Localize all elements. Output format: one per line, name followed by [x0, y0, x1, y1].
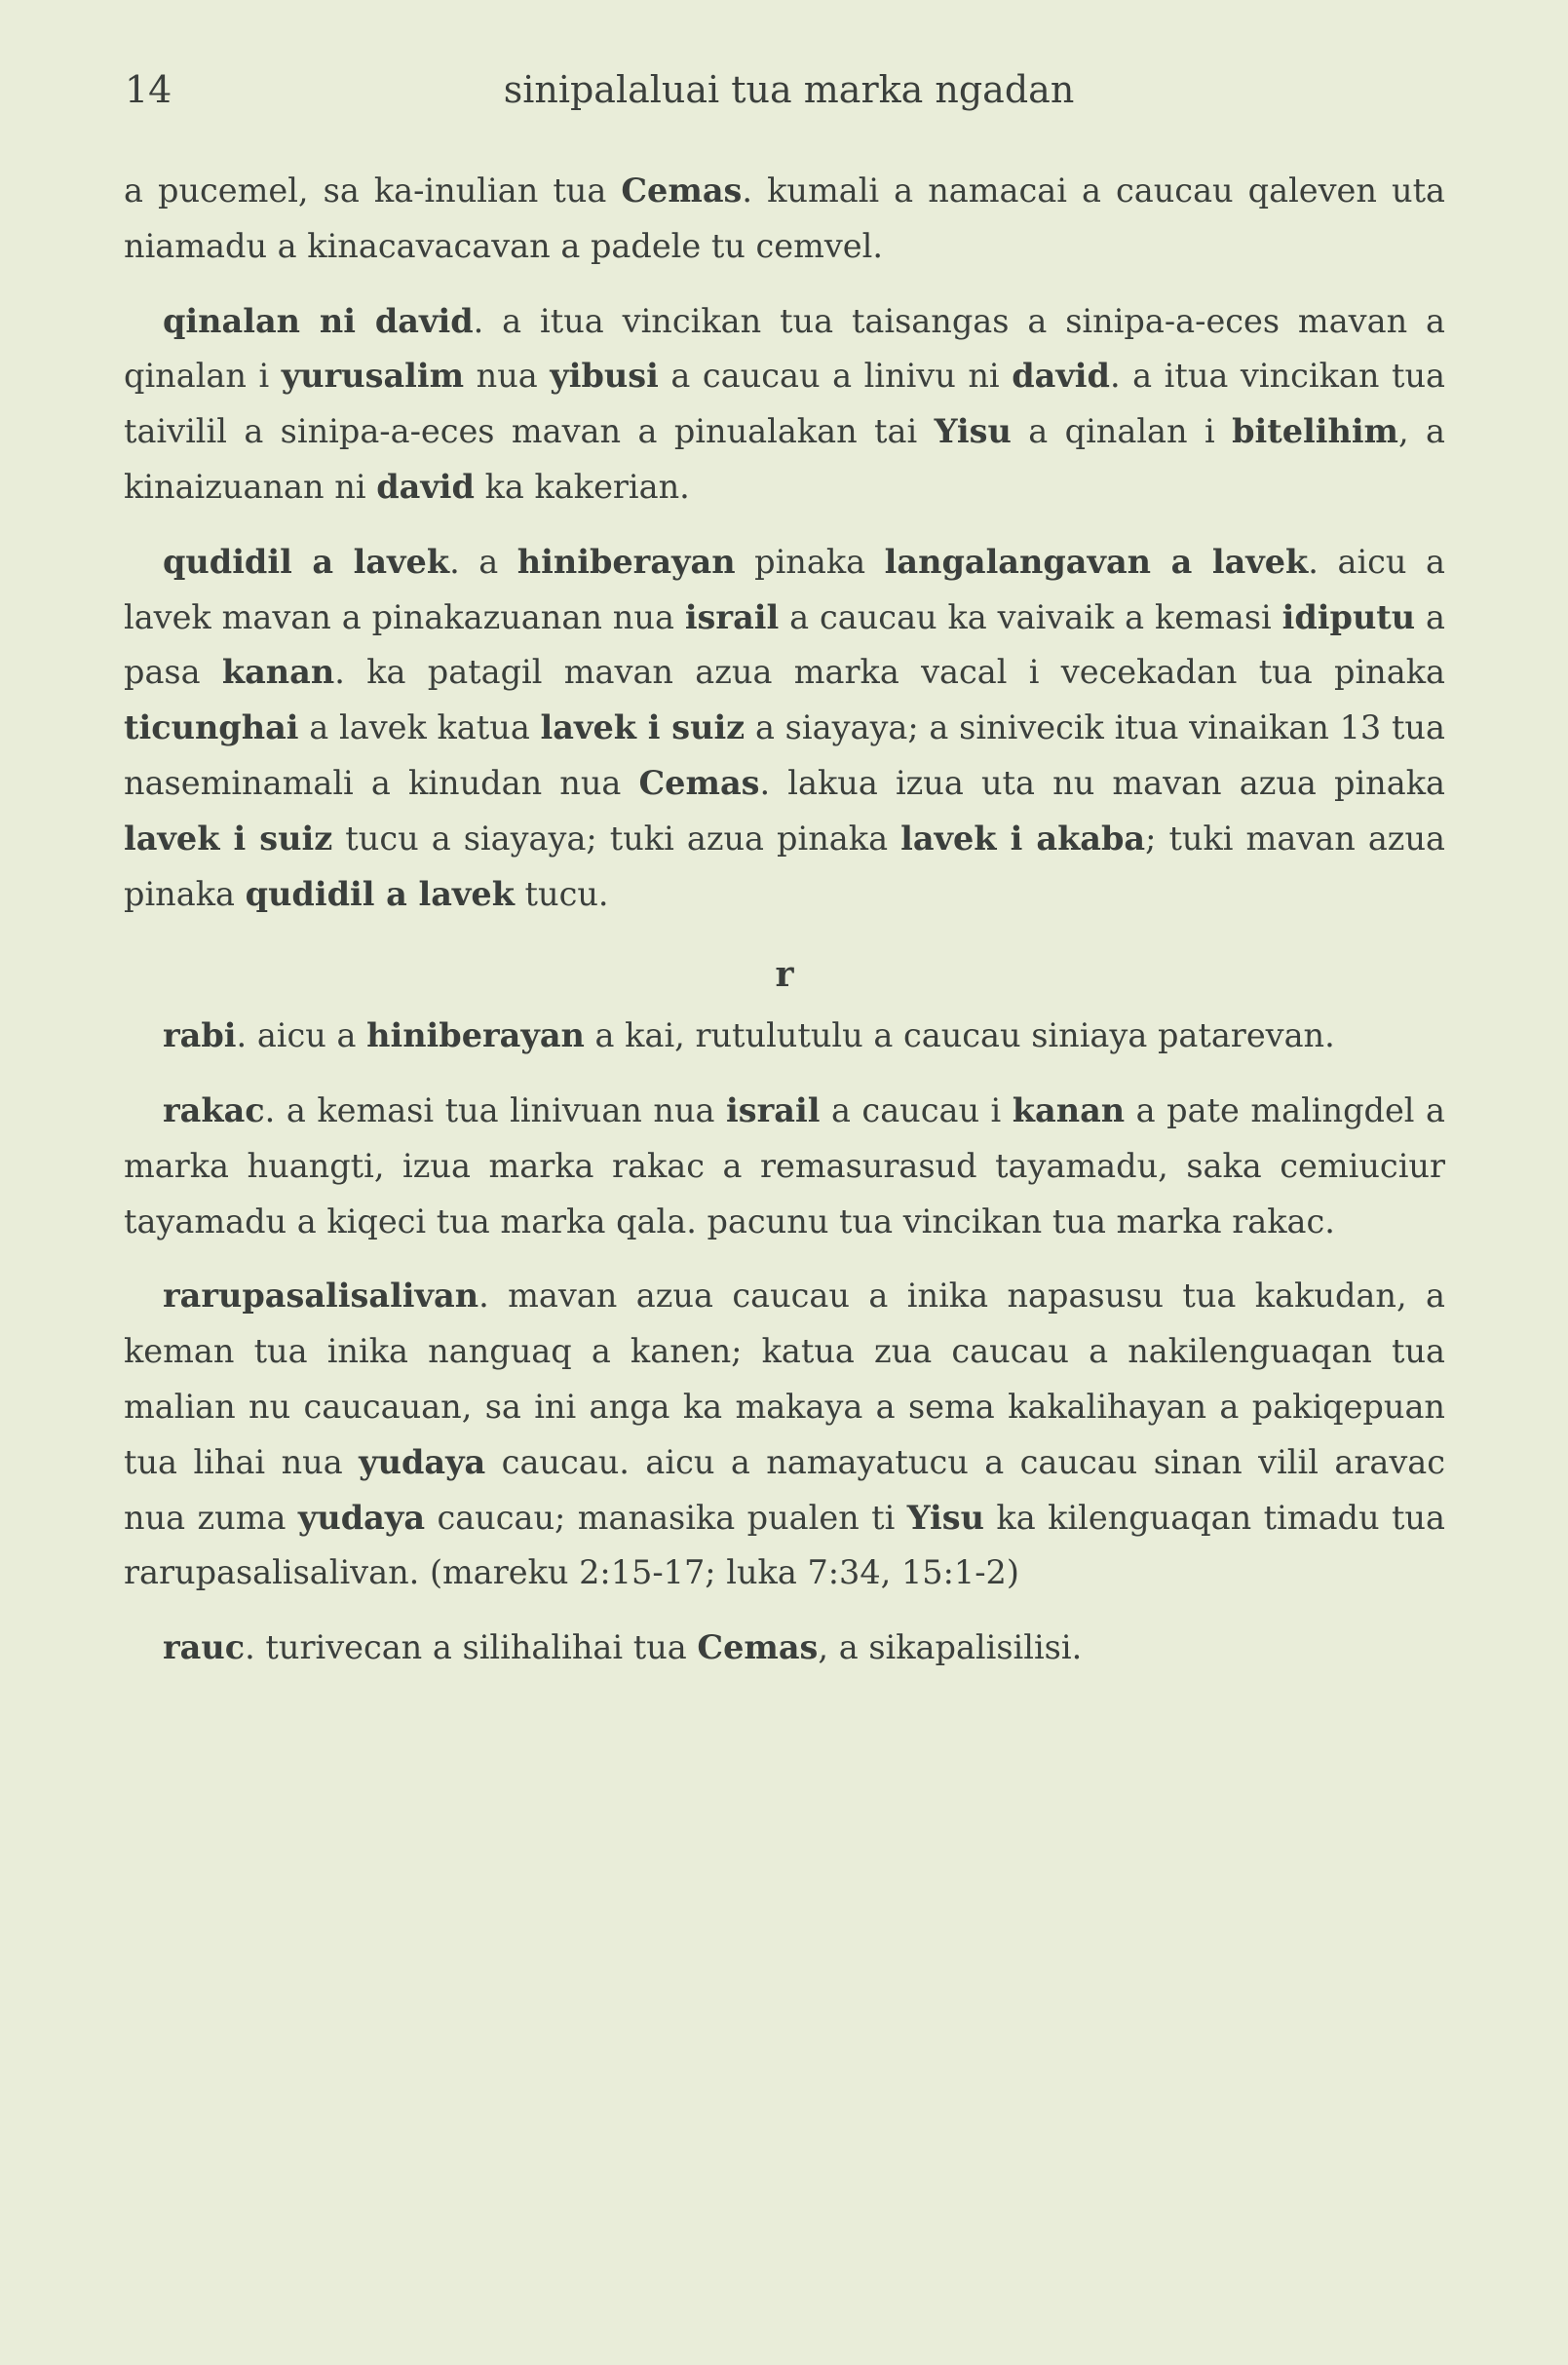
- entry-text: . a: [449, 542, 517, 581]
- entry-text: a siayaya; a sinivecik itua vinaikan 13 tua naseminamali a kinudan nua: [124, 708, 1445, 802]
- bold-term: yudaya: [297, 1498, 426, 1537]
- entry-text: . lakua izua uta nu mavan azua pinaka: [759, 763, 1446, 802]
- bold-term: Cemas: [621, 172, 743, 210]
- bold-term: Yisu: [934, 412, 1012, 451]
- entry-text: . aicu a: [236, 1016, 367, 1055]
- bold-term: yurusalim: [281, 357, 465, 396]
- entry-text: a qinalan i: [1011, 412, 1233, 451]
- entry-text: a caucau i: [820, 1090, 1013, 1129]
- entry-text: a pucemel, sa ka-inulian tua: [124, 172, 622, 210]
- bold-term: kanan: [1012, 1090, 1126, 1129]
- bold-term: lavek i akaba: [900, 819, 1146, 858]
- entry-text: , a kinaizuanan ni: [124, 412, 1446, 506]
- entry-text: a pate malingdel a marka huangti, izua marka rakac a remasurasud tayamadu, saka cemiuciur tayamadu a kiqeci tua marka qala. pacunu tua vincikan tua marka rakac.: [124, 1090, 1446, 1240]
- bold-term: yudaya: [359, 1442, 486, 1481]
- bold-term: rakac: [163, 1090, 265, 1129]
- glossary-entry: [124, 1269, 1445, 1601]
- glossary-entry: [124, 164, 1445, 275]
- section-letter: r: [775, 954, 794, 996]
- entry-text: . turivecan a silihalihai tua: [245, 1628, 698, 1667]
- bold-term: bitelihim: [1232, 412, 1398, 451]
- bold-term: idiputu: [1281, 597, 1416, 636]
- bold-term: israil: [726, 1090, 821, 1129]
- glossary-entry: [124, 1084, 1445, 1249]
- bold-term: qudidil a lavek: [245, 874, 515, 913]
- page-number: 14: [125, 68, 172, 111]
- bold-term: hiniberayan: [366, 1016, 585, 1055]
- entry-text: tucu.: [514, 874, 609, 913]
- entry-text: . mavan azua caucau a inika napasusu tua kakudan, a keman tua inika nanguaq a kanen; katua zua caucau a nakilenguaqan tua malian nu caucauan, sa ini anga ka makaya a sema kakalihayan a pakiqepuan tua lihai nua: [124, 1277, 1445, 1481]
- bold-term: david: [376, 467, 475, 506]
- bold-term: kanan: [221, 653, 335, 692]
- bold-term: lavek i suiz: [124, 819, 333, 858]
- entry-text: a caucau a linivu ni: [658, 357, 1013, 396]
- entry-text: . ka patagil mavan azua marka vacal i vecekadan tua pinaka: [334, 653, 1445, 692]
- page-body: [124, 164, 1445, 1696]
- bold-term: rarupasalisalivan: [163, 1277, 479, 1316]
- bold-term: lavek i suiz: [540, 708, 746, 747]
- entry-text: . a kemasi tua linivuan nua: [264, 1090, 727, 1129]
- glossary-entry: [124, 1621, 1445, 1676]
- entry-text: pinaka: [735, 542, 885, 581]
- entry-text: a pasa: [124, 597, 1446, 692]
- entry-text: a kai, rutulutulu a caucau siniaya patarevan.: [584, 1016, 1335, 1055]
- entries-r-block: [124, 1009, 1445, 1676]
- bold-term: ticunghai: [124, 708, 299, 747]
- bold-term: Yisu: [906, 1498, 985, 1537]
- bold-term: qudidil a lavek: [163, 542, 450, 581]
- entry-text: tucu a siayaya; tuki azua pinaka: [332, 819, 901, 858]
- page-header: [0, 68, 1568, 127]
- entry-text: . a itua vincikan tua taisangas a sinipa-a-eces mavan a qinalan i: [124, 301, 1446, 396]
- entry-text: ka kilenguaqan timadu tua rarupasalisalivan. (mareku 2:15-17; luka 7:34, 15:1-2): [124, 1498, 1445, 1592]
- running-title: sinipalaluai tua marka ngadan: [503, 68, 1075, 111]
- entry-text: . kumali a namacai a caucau qaleven uta niamadu a kinacavacavan a padele tu cemvel.: [124, 172, 1446, 265]
- entry-text: . aicu a lavek mavan a pinakazuanan nua: [124, 542, 1446, 636]
- entry-text: caucau; manasika pualen ti: [425, 1498, 907, 1537]
- bold-term: yibusi: [550, 357, 659, 396]
- bold-term: qinalan ni david: [163, 301, 474, 340]
- bold-term: israil: [684, 597, 780, 636]
- bold-term: rabi: [163, 1016, 237, 1055]
- entry-text: ; tuki mavan azua pinaka: [124, 819, 1445, 913]
- entry-text: a lavek katua: [298, 708, 541, 747]
- glossary-entry: [124, 294, 1445, 515]
- entry-text: ka kakerian.: [474, 467, 690, 506]
- bold-term: Cemas: [638, 763, 760, 802]
- bold-term: david: [1012, 357, 1110, 396]
- bold-term: langalangavan a lavek: [884, 542, 1309, 581]
- entries-block: [124, 164, 1445, 922]
- entry-text: . a itua vincikan tua taivilil a sinipa-a-eces mavan a pinualakan tai: [124, 357, 1446, 451]
- entry-text: a caucau ka vaivaik a kemasi: [779, 597, 1282, 636]
- bold-term: rauc: [163, 1628, 246, 1667]
- bold-term: Cemas: [697, 1628, 819, 1667]
- entry-text: caucau. aicu a namayatucu a caucau sinan vilil aravac nua zuma: [124, 1442, 1445, 1537]
- entry-text: nua: [464, 357, 551, 396]
- bold-term: hiniberayan: [516, 542, 736, 581]
- entry-text: , a sikapalisilisi.: [818, 1628, 1083, 1667]
- glossary-entry: [124, 1009, 1445, 1064]
- glossary-entry: [124, 535, 1445, 923]
